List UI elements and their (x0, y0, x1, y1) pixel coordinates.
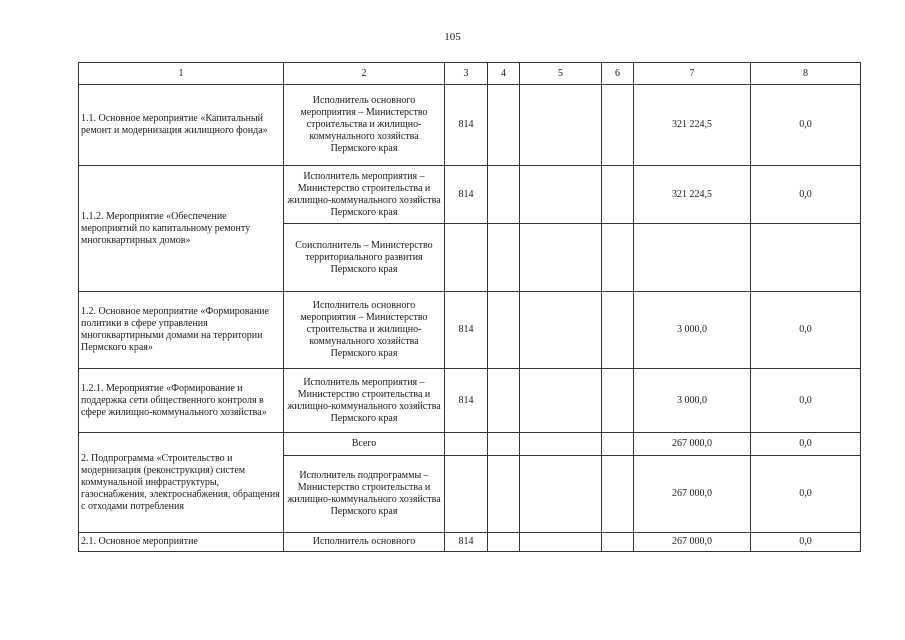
executor-cell: Исполнитель основного мероприятия – Министерство строительства и жилищно-коммунального хозяйства Пермского края (284, 85, 445, 166)
value-cell-c3: 814 (445, 533, 488, 552)
value-cell-c4 (488, 85, 520, 166)
activity-name-cell: 2. Подпрограмма «Строительство и модернизация (реконструкция) систем коммунальной инфраструктуры, газоснабжения, электроснабжения, обращения с отходами потребления (79, 433, 284, 533)
value-cell-c8: 0,0 (751, 166, 861, 224)
activity-name-cell: 2.1. Основное мероприятие (79, 533, 284, 552)
table-row (79, 533, 861, 552)
value-cell-c7: 267 000,0 (634, 433, 751, 456)
executor-cell: Исполнитель подпрограммы – Министерство строительства и жилищно-коммунального хозяйства Пермского края (284, 456, 445, 533)
value-cell-c7: 3 000,0 (634, 369, 751, 433)
value-cell-c8: 0,0 (751, 292, 861, 369)
page-number: 105 (444, 31, 461, 43)
column-header: 8 (751, 63, 861, 85)
value-cell-c7: 267 000,0 (634, 456, 751, 533)
value-cell-c6 (602, 224, 634, 292)
value-cell-c5 (520, 533, 602, 552)
value-cell-c7: 321 224,5 (634, 85, 751, 166)
executor-cell: Исполнитель мероприятия – Министерство строительства и жилищно-коммунального хозяйства Пермского края (284, 166, 445, 224)
table-row (79, 292, 861, 369)
value-cell-c4 (488, 533, 520, 552)
column-header: 7 (634, 63, 751, 85)
activity-name-cell: 1.1. Основное мероприятие «Капитальный ремонт и модернизация жилищного фонда» (79, 85, 284, 166)
column-header: 4 (488, 63, 520, 85)
value-cell-c3 (445, 456, 488, 533)
value-cell-c4 (488, 456, 520, 533)
value-cell-c5 (520, 166, 602, 224)
header-row (79, 63, 861, 85)
value-cell-c8: 0,0 (751, 85, 861, 166)
executor-cell: Всего (284, 433, 445, 456)
column-header: 5 (520, 63, 602, 85)
value-cell-c4 (488, 224, 520, 292)
value-cell-c3: 814 (445, 85, 488, 166)
value-cell-c7 (634, 224, 751, 292)
value-cell-c6 (602, 369, 634, 433)
value-cell-c8: 0,0 (751, 533, 861, 552)
executor-cell: Исполнитель мероприятия – Министерство строительства и жилищно-коммунального хозяйства Пермского края (284, 369, 445, 433)
value-cell-c6 (602, 456, 634, 533)
value-cell-c7: 321 224,5 (634, 166, 751, 224)
activity-name-cell: 1.2.1. Мероприятие «Формирование и поддержка сети общественного контроля в сфере жилищно-коммунального хозяйства» (79, 369, 284, 433)
value-cell-c7: 267 000,0 (634, 533, 751, 552)
value-cell-c6 (602, 292, 634, 369)
executor-cell: Исполнитель основного мероприятия – Министерство строительства и жилищно-коммунального хозяйства Пермского края (284, 292, 445, 369)
value-cell-c5 (520, 224, 602, 292)
activity-name-cell: 1.1.2. Мероприятие «Обеспечение мероприятий по капитальному ремонту многоквартирных домов» (79, 166, 284, 292)
value-cell-c4 (488, 166, 520, 224)
value-cell-c5 (520, 292, 602, 369)
value-cell-c5 (520, 433, 602, 456)
value-cell-c6 (602, 533, 634, 552)
value-cell-c8 (751, 224, 861, 292)
table-row (79, 369, 861, 433)
value-cell-c4 (488, 369, 520, 433)
value-cell-c3 (445, 224, 488, 292)
table-row (79, 85, 861, 166)
table-row (79, 166, 861, 224)
column-header: 6 (602, 63, 634, 85)
value-cell-c6 (602, 433, 634, 456)
value-cell-c6 (602, 166, 634, 224)
value-cell-c8: 0,0 (751, 369, 861, 433)
value-cell-c3: 814 (445, 369, 488, 433)
value-cell-c3 (445, 433, 488, 456)
column-header: 2 (284, 63, 445, 85)
column-header: 1 (79, 63, 284, 85)
activity-name-cell: 1.2. Основное мероприятие «Формирование политики в сфере управления многоквартирными домами на территории Пермского края» (79, 292, 284, 369)
value-cell-c8: 0,0 (751, 433, 861, 456)
value-cell-c5 (520, 369, 602, 433)
executor-cell: Исполнитель основного (284, 533, 445, 552)
value-cell-c3: 814 (445, 166, 488, 224)
table-row (79, 433, 861, 456)
value-cell-c5 (520, 456, 602, 533)
column-header: 3 (445, 63, 488, 85)
value-cell-c7: 3 000,0 (634, 292, 751, 369)
value-cell-c8: 0,0 (751, 456, 861, 533)
value-cell-c6 (602, 85, 634, 166)
value-cell-c3: 814 (445, 292, 488, 369)
budget-table (78, 62, 861, 552)
value-cell-c4 (488, 292, 520, 369)
value-cell-c5 (520, 85, 602, 166)
executor-cell: Соисполнитель – Министерство территориального развития Пермского края (284, 224, 445, 292)
value-cell-c4 (488, 433, 520, 456)
